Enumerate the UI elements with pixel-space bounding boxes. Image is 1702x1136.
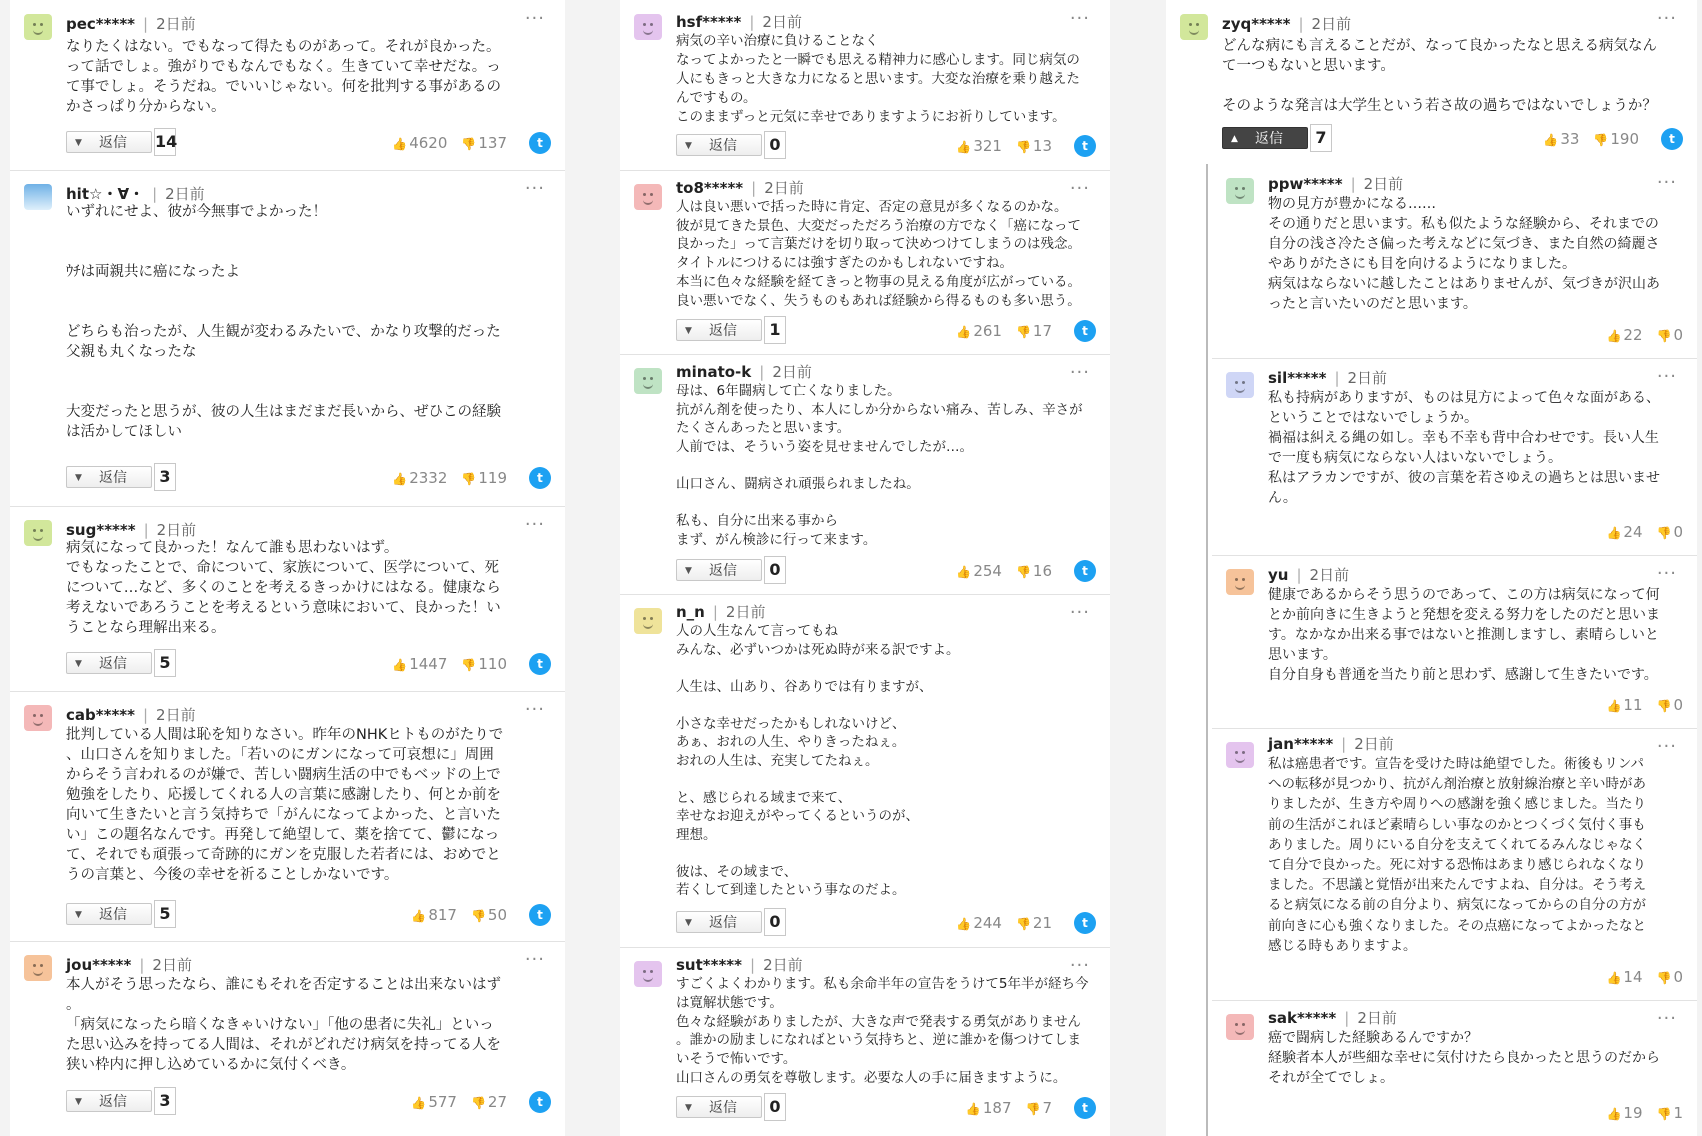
reply-count[interactable]: 0 <box>764 1093 786 1121</box>
comment-actions <box>1222 124 1683 154</box>
user-avatar[interactable] <box>24 520 52 546</box>
downvote-count: 0 <box>1673 968 1683 986</box>
more-options-icon[interactable]: ··· <box>1069 178 1090 199</box>
thumbs-up-icon[interactable]: 👍 <box>411 1096 427 1110</box>
thumbs-down-icon[interactable]: 👎 <box>470 1096 486 1110</box>
more-options-icon[interactable]: ··· <box>524 949 545 970</box>
thumbs-down-icon[interactable]: 👎 <box>1025 1102 1041 1116</box>
comment <box>620 354 1110 595</box>
thumbs-up-icon[interactable]: 👍 <box>1543 133 1559 147</box>
comment-text: 癌で闘病した経験あるんですか？ 経験者本人が些細な幸せに気付けたら良かったと思うのだから それが全てでしょ。 <box>1268 1030 1660 1086</box>
downvote-count: 110 <box>478 655 507 673</box>
reply-thread-line <box>1206 164 1208 1136</box>
twitter-share-icon[interactable]: t <box>529 653 551 675</box>
reply-count[interactable]: 0 <box>764 908 786 936</box>
comment-meta <box>676 955 803 975</box>
thumbs-up-icon[interactable]: 👍 <box>956 325 972 339</box>
comment-actions <box>1268 320 1683 350</box>
comment-text: いずれにせよ、彼が今無事でよかった！ ｳﾁは両親共に癌になったよ どちらも治ったが、人生観が変わるみたいで、かなり攻撃的だった 父親も丸くなったな 大変だったと思うが、彼の人生はまだまだ長いから、ぜひこの経験 は活かしてほしい <box>66 204 501 440</box>
separator: | <box>1341 735 1347 753</box>
username[interactable]: pec***** <box>66 15 136 33</box>
upvote-count: 22 <box>1623 326 1643 344</box>
thumbs-up-icon[interactable]: 👍 <box>392 472 408 486</box>
twitter-share-icon[interactable]: t <box>1661 128 1683 150</box>
upvote-count: 11 <box>1623 696 1643 714</box>
comment-actions <box>66 1087 551 1117</box>
comment-text: 人は良い悪いで括った時に肯定、否定の意見が多くなるのかな。 彼が見てきた景色、大変だっただろう治療の方でなく「癌になって 良かった」って言葉だけを切り取って決めつけてしまうのは残念。 タイトルにつけるには強すぎたのかもしれないですね。 本当に色々な経験を経てきっと物事の見える角度が広がっている。 良い悪いでなく、失うものもあれば経験から得るものも多い思う。 <box>676 199 1081 309</box>
comment-text: 病気になって良かった！なんて誰も思わないはず。 でもなったことで、命について、家族について、医学について、死 について…など、多くのことを考えるきっかけにはなる。健康なら 考えないであろうことを考えるという意味において、良かった！い うことなら理解出来る。 <box>66 540 501 636</box>
thumbs-down-icon[interactable]: 👎 <box>1593 133 1609 147</box>
vote-counts <box>392 469 507 487</box>
more-options-icon[interactable]: ··· <box>1656 172 1677 193</box>
user-avatar[interactable] <box>1226 1014 1254 1040</box>
more-options-icon[interactable]: ··· <box>1656 736 1677 757</box>
chevron-down-icon: ▼ <box>685 1103 692 1113</box>
upvote-count: 2332 <box>409 469 448 487</box>
timestamp: 2日前 <box>1363 175 1404 193</box>
downvote-count: 0 <box>1673 523 1683 541</box>
reply-count[interactable]: 1 <box>764 316 786 344</box>
reply-button[interactable] <box>66 1090 152 1112</box>
username[interactable]: ppw***** <box>1268 175 1343 193</box>
downvote-count: 13 <box>1032 137 1052 155</box>
more-options-icon[interactable]: ··· <box>524 178 545 199</box>
thumbs-down-icon[interactable]: 👎 <box>470 909 486 923</box>
reply-comment <box>1212 164 1697 359</box>
vote-counts <box>411 1093 507 1111</box>
comment-actions <box>1268 962 1683 992</box>
thumbs-up-icon[interactable]: 👍 <box>956 917 972 931</box>
comment-actions <box>66 128 551 158</box>
user-avatar[interactable] <box>1226 742 1254 768</box>
twitter-share-icon[interactable]: t <box>1074 1097 1096 1119</box>
username[interactable]: sut***** <box>676 956 742 974</box>
username[interactable]: n_n <box>676 603 705 621</box>
comment-column-1 <box>10 0 565 1136</box>
chevron-down-icon: ▼ <box>685 566 692 576</box>
downvote-count: 0 <box>1673 696 1683 714</box>
more-options-icon[interactable]: ··· <box>1656 563 1677 584</box>
comment-text: 健康であるからそう思うのであって、この方は病気になって何 とか前向きに生きようと発想を変える努力をしたのだと思いま す。なかなか出来る事ではないと推測しますし、素晴らしいと 思います。 自分自身も普通を当たり前と思わず、感謝して生きたいです。 <box>1268 587 1660 683</box>
thumbs-up-icon[interactable]: 👍 <box>1606 329 1622 343</box>
comment <box>620 0 1110 171</box>
comment-meta <box>66 705 196 725</box>
upvote-count: 261 <box>973 322 1002 340</box>
upvote-count: 14 <box>1623 968 1643 986</box>
comment-actions <box>1268 690 1683 720</box>
comment-meta <box>1268 368 1387 388</box>
thumbs-up-icon[interactable]: 👍 <box>956 565 972 579</box>
chevron-down-icon: ▼ <box>75 659 82 669</box>
comment <box>620 947 1110 1136</box>
user-avatar[interactable] <box>1180 14 1208 40</box>
reply-button[interactable] <box>676 559 762 581</box>
comment-meta <box>676 178 804 198</box>
reply-label: 返信 <box>1255 131 1283 147</box>
upvote-count: 24 <box>1623 523 1643 541</box>
username[interactable]: hit☆・∀・ <box>66 185 145 203</box>
reply-label: 返信 <box>709 915 737 931</box>
username[interactable]: jou***** <box>66 956 132 974</box>
thumbs-up-icon[interactable]: 👍 <box>411 909 427 923</box>
thumbs-down-icon[interactable]: 👎 <box>1015 140 1031 154</box>
separator: | <box>143 521 149 539</box>
thumbs-up-icon[interactable]: 👍 <box>1606 971 1622 985</box>
comment-meta <box>66 14 196 34</box>
chevron-down-icon: ▼ <box>685 918 692 928</box>
thumbs-up-icon[interactable]: 👍 <box>392 658 408 672</box>
twitter-share-icon[interactable]: t <box>1074 135 1096 157</box>
more-options-icon[interactable]: ··· <box>1069 362 1090 383</box>
comment-meta <box>1268 174 1403 194</box>
user-avatar[interactable] <box>1226 372 1254 398</box>
chevron-down-icon: ▼ <box>75 1097 82 1107</box>
reply-button[interactable] <box>66 903 152 925</box>
more-options-icon[interactable]: ··· <box>1656 366 1677 387</box>
downvote-count: 16 <box>1032 562 1052 580</box>
comment <box>10 0 565 171</box>
separator: | <box>143 15 149 33</box>
timestamp: 2日前 <box>1309 566 1350 584</box>
user-avatar[interactable] <box>24 14 52 40</box>
vote-counts <box>966 1099 1052 1117</box>
reply-count[interactable]: 5 <box>154 900 176 928</box>
separator: | <box>1298 15 1304 33</box>
reply-label: 返信 <box>99 1094 127 1110</box>
more-options-icon[interactable]: ··· <box>1069 602 1090 623</box>
user-avatar[interactable] <box>1226 178 1254 204</box>
comment-meta <box>676 362 812 382</box>
comment-actions <box>66 900 551 930</box>
username[interactable]: to8***** <box>676 179 744 197</box>
comment-text: どんな病にも言えることだが、なって良かったなと思える病気なん て一つもないと思います。 そのような発言は大学生という若さ故の過ちではないでしょうか？ <box>1222 38 1657 114</box>
timestamp: 2日前 <box>156 521 197 539</box>
separator: | <box>152 185 158 203</box>
timestamp: 2日前 <box>156 706 196 724</box>
chevron-down-icon: ▼ <box>75 138 82 148</box>
thumbs-up-icon[interactable]: 👍 <box>392 137 408 151</box>
comment <box>10 170 565 507</box>
reply-button[interactable] <box>676 911 762 933</box>
comment-column-2 <box>620 0 1110 1136</box>
vote-counts <box>1606 326 1683 344</box>
comment-text: すごくよくわかります。私も余命半年の宣告をうけて5年半が経ち今 は寛解状態です。 色々な経験がありましたが、大きな声で発表する勇気がありません 。誰かの励ましになればという気持ちと、逆に誰かを傷つけてしま いそうで怖いです。 山口さんの勇気を尊敬します。必要な人の手に届きますように。 <box>676 976 1089 1086</box>
chevron-down-icon: ▼ <box>685 141 692 151</box>
downvote-count: 1 <box>1673 1104 1683 1122</box>
upvote-count: 33 <box>1560 130 1580 148</box>
reply-label: 返信 <box>99 907 127 923</box>
vote-counts <box>956 322 1052 340</box>
comment-meta <box>66 184 205 204</box>
reply-comment <box>1212 1000 1697 1136</box>
twitter-share-icon[interactable]: t <box>529 904 551 926</box>
thumbs-down-icon[interactable]: 👎 <box>1015 325 1031 339</box>
timestamp: 2日前 <box>1357 1009 1397 1027</box>
comment-meta <box>676 602 765 622</box>
separator: | <box>139 956 145 974</box>
reply-comment <box>1212 728 1697 1001</box>
reply-count[interactable]: 3 <box>154 463 176 491</box>
comment-column-3 <box>1166 0 1697 1136</box>
separator: | <box>750 956 756 974</box>
reply-button[interactable] <box>66 652 152 674</box>
reply-label: 返信 <box>709 1100 737 1116</box>
comment-actions <box>66 649 551 679</box>
separator: | <box>1334 369 1340 387</box>
vote-counts <box>392 655 507 673</box>
thumbs-up-icon[interactable]: 👍 <box>956 140 972 154</box>
vote-counts <box>956 562 1052 580</box>
upvote-count: 1447 <box>409 655 448 673</box>
comment-actions <box>1268 517 1683 547</box>
separator: | <box>142 706 149 724</box>
chevron-down-icon: ▼ <box>685 326 692 336</box>
thumbs-up-icon[interactable]: 👍 <box>1606 699 1622 713</box>
twitter-share-icon[interactable]: t <box>529 467 551 489</box>
reply-count[interactable]: 3 <box>154 1087 176 1115</box>
upvote-count: 4620 <box>409 134 448 152</box>
separator: | <box>751 179 757 197</box>
comment-text: 私は癌患者です。宣告を受けた時は絶望でした。術後もリンパ への転移が見つかり、抗がん剤治療と放射線治療と辛い時があ りましたが、生き方や周りへの感謝を強く感じました。当たり 前の生活がこれほど素晴らしい事なのかとつくづく気付く事も ありました。周りにいる自分を支えてくれてるみんなじゃなく て自分で良かった。死に対する恐怖はあまり感じられなくなり ました。不思議と覚悟が出来たんですよね、自分は。そう考え ると病気になる前の自分より、病気になってからの自分の方が 前向きに心も強くなりました。その点癌になってよかったなと 感じる時もありますよ。 <box>1268 756 1646 954</box>
comment-meta <box>66 955 192 975</box>
downvote-count: 50 <box>487 906 507 924</box>
username[interactable]: sak***** <box>1268 1009 1337 1027</box>
twitter-share-icon[interactable]: t <box>1074 320 1096 342</box>
vote-counts <box>392 134 507 152</box>
comment <box>10 691 565 942</box>
thumbs-down-icon[interactable]: 👎 <box>1656 329 1672 343</box>
downvote-count: 0 <box>1673 326 1683 344</box>
username[interactable]: minato-k <box>676 363 752 381</box>
vote-counts <box>1606 523 1683 541</box>
comment-actions <box>66 463 551 493</box>
reply-label: 返信 <box>709 563 737 579</box>
separator: | <box>1350 175 1356 193</box>
downvote-count: 27 <box>487 1093 507 1111</box>
vote-counts <box>1543 130 1639 148</box>
reply-label: 返信 <box>99 470 127 486</box>
comment-meta <box>1268 734 1394 754</box>
more-options-icon[interactable]: ··· <box>524 699 545 720</box>
separator: | <box>712 603 718 621</box>
timestamp: 2日前 <box>763 956 803 974</box>
reply-count[interactable]: 14 <box>154 128 176 156</box>
comment-actions <box>676 316 1096 346</box>
timestamp: 2日前 <box>1311 15 1352 33</box>
timestamp: 2日前 <box>772 363 812 381</box>
user-avatar[interactable] <box>634 14 662 40</box>
reply-button[interactable] <box>66 131 152 153</box>
more-options-icon[interactable]: ··· <box>524 8 545 29</box>
reply-count[interactable]: 7 <box>1310 124 1332 152</box>
thumbs-up-icon[interactable]: 👍 <box>1606 1107 1622 1121</box>
comment-actions <box>676 908 1096 938</box>
user-avatar[interactable] <box>24 184 52 210</box>
vote-counts <box>1606 1104 1683 1122</box>
comment-text: 物の見方が豊かになる…… その通りだと思います。私も似たような経験から、それまでの 自分の浅さ冷たさ偏った考えなどに気づき、また自然の綺麗さ やありがたさにも目を向けるようになりました。 病気はならないに越したことはありませんが、気づきが沢山あ ったと言いたいのだと思います。 <box>1268 196 1660 312</box>
upvote-count: 321 <box>973 137 1002 155</box>
reply-label: 返信 <box>99 656 127 672</box>
reply-label: 返信 <box>99 135 127 151</box>
thumbs-down-icon[interactable]: 👎 <box>1015 565 1031 579</box>
reply-button[interactable] <box>676 134 762 156</box>
thumbs-up-icon[interactable]: 👍 <box>1606 526 1622 540</box>
comment <box>620 170 1110 355</box>
user-avatar[interactable] <box>634 961 662 987</box>
separator: | <box>1296 566 1302 584</box>
upvote-count: 817 <box>428 906 457 924</box>
reply-button[interactable] <box>66 466 152 488</box>
username[interactable]: cab***** <box>66 706 135 724</box>
comment <box>10 941 565 1136</box>
twitter-share-icon[interactable]: t <box>529 1091 551 1113</box>
comment <box>620 594 1110 948</box>
chevron-down-icon: ▼ <box>75 910 82 920</box>
reply-count[interactable]: 0 <box>764 556 786 584</box>
separator: | <box>759 363 765 381</box>
upvote-count: 187 <box>982 1099 1012 1117</box>
reply-label: 返信 <box>709 323 737 339</box>
thumbs-down-icon[interactable]: 👎 <box>1656 971 1672 985</box>
reply-count[interactable]: 0 <box>764 131 786 159</box>
reply-comment <box>1212 358 1697 556</box>
vote-counts <box>1606 696 1683 714</box>
thumbs-down-icon[interactable]: 👎 <box>1656 699 1672 713</box>
username[interactable]: zyq***** <box>1222 15 1291 33</box>
downvote-count: 21 <box>1032 914 1052 932</box>
timestamp: 2日前 <box>764 179 804 197</box>
comment-meta <box>66 520 196 540</box>
twitter-share-icon[interactable]: t <box>1074 560 1096 582</box>
comment-text: 病気の辛い治療に負けることなく なってよかったと一瞬でも思える精神力に感心します。同じ病気の 人にもきっと大きな力になると思います。大変な治療を乗り越えた んですもの。 このままずっと元気に幸せでありますようにお祈りしています。 <box>676 33 1080 125</box>
upvote-count: 577 <box>428 1093 457 1111</box>
twitter-share-icon[interactable]: t <box>529 132 551 154</box>
comment-meta <box>1268 565 1349 585</box>
timestamp: 2日前 <box>165 185 205 203</box>
comment-meta <box>1268 1008 1397 1028</box>
separator: | <box>749 13 755 31</box>
upvote-count: 244 <box>973 914 1002 932</box>
user-avatar[interactable] <box>1226 569 1254 595</box>
user-avatar[interactable] <box>24 955 52 981</box>
thumbs-down-icon[interactable]: 👎 <box>461 658 477 672</box>
downvote-count: 190 <box>1610 130 1639 148</box>
vote-counts <box>1606 968 1683 986</box>
timestamp: 2日前 <box>1354 735 1394 753</box>
timestamp: 2日前 <box>152 956 192 974</box>
timestamp: 2日前 <box>156 15 196 33</box>
user-avatar[interactable] <box>24 705 52 731</box>
comment-text: 批判している人間は恥を知りなさい。昨年のNHKヒトものがたりで 、山口さんを知りました。「若いのにガンになって可哀想に」周囲 からそう言われるのが嫌で、苦しい闘病生活の中でもベッドの上で 勉強をしたり、応援してくれる人の言葉に感謝したり、何とか前を 向いて生きたいと言う気持ちで「がんになってよかった、と言いた い」この題名なんです。再発して絶望して、薬を捨てて、鬱になっ て、それでも頑張って奇跡的にガンを克服した若者には、おめでと うの言葉と、今後の幸せを祈ることしかないです。 <box>66 727 504 883</box>
comment-actions <box>676 1093 1096 1123</box>
reply-button[interactable] <box>676 1096 762 1118</box>
username[interactable]: jan***** <box>1268 735 1334 753</box>
more-options-icon[interactable]: ··· <box>524 514 545 535</box>
username[interactable]: yu <box>1268 566 1289 584</box>
reply-comment <box>1212 555 1697 729</box>
comment-text: 本人がそう思ったなら、誰にもそれを否定することは出来ないはず 。 「病気になったら暗くなきゃいけない」「他の患者に失礼」といっ た思い込みを持ってる人間は、それがどれだけ病気を持ってる人を 狭い枠内に押し込めているかに気付くべき。 <box>66 977 501 1073</box>
timestamp: 2日前 <box>762 13 802 31</box>
timestamp: 2日前 <box>725 603 766 621</box>
comment <box>10 506 565 692</box>
timestamp: 2日前 <box>1347 369 1388 387</box>
vote-counts <box>411 906 507 924</box>
comment-meta <box>676 12 802 32</box>
thumbs-down-icon[interactable]: 👎 <box>1656 1107 1672 1121</box>
comment <box>1166 0 1697 164</box>
username[interactable]: sil***** <box>1268 369 1327 387</box>
user-avatar[interactable] <box>634 608 662 634</box>
downvote-count: 119 <box>478 469 507 487</box>
vote-counts <box>956 914 1052 932</box>
more-options-icon[interactable]: ··· <box>1656 8 1677 29</box>
thumbs-down-icon[interactable]: 👎 <box>1015 917 1031 931</box>
reply-button[interactable] <box>1222 127 1308 149</box>
user-avatar[interactable] <box>634 184 662 210</box>
username[interactable]: sug***** <box>66 521 136 539</box>
chevron-up-icon: ▲ <box>1231 134 1238 144</box>
thumbs-down-icon[interactable]: 👎 <box>1656 526 1672 540</box>
downvote-count: 137 <box>478 134 507 152</box>
twitter-share-icon[interactable]: t <box>1074 912 1096 934</box>
more-options-icon[interactable]: ··· <box>1069 955 1090 976</box>
reply-count[interactable]: 5 <box>154 649 176 677</box>
upvote-count: 254 <box>973 562 1002 580</box>
separator: | <box>1344 1009 1350 1027</box>
comment-actions <box>1268 1098 1683 1128</box>
comment-text: 母は、6年闘病して亡くなりました。 抗がん剤を使ったり、本人にしか分からない痛み、苦しみ、辛さが たくさんあったと思います。 人前では、そういう姿を見せませんでしたが…。 山口さん、闘病され頑張られましたね。 私も、自分に出来る事から まず、がん検診に行って来ます。 <box>676 383 1083 548</box>
comment-meta <box>1222 14 1351 34</box>
downvote-count: 7 <box>1042 1099 1052 1117</box>
more-options-icon[interactable]: ··· <box>1069 8 1090 29</box>
thumbs-down-icon[interactable]: 👎 <box>461 137 477 151</box>
comment-actions <box>676 556 1096 586</box>
more-options-icon[interactable]: ··· <box>1656 1008 1677 1029</box>
chevron-down-icon: ▼ <box>75 473 82 483</box>
reply-label: 返信 <box>709 138 737 154</box>
reply-button[interactable] <box>676 319 762 341</box>
username[interactable]: hsf***** <box>676 13 742 31</box>
comment-text: なりたくはない。でもなって得たものがあって。それが良かった。 って話でしょ。強がりでもなんでもなく。生きていて幸せだな。っ て事でしょ。そうだね。でいいじゃない。何を批判する事があるの かさっぱり分からない。 <box>66 39 501 115</box>
thumbs-down-icon[interactable]: 👎 <box>461 472 477 486</box>
comment-text: 私も持病がありますが、ものは見方によって色々な面がある、 ということではないでしょうか。 禍福は糾える縄の如し。幸も不幸も背中合わせです。長い人生 で一度も病気にならない人はいないでしょう。 私はアラカンですが、彼の言葉を若さゆえの過ちとは思いませ ん。 <box>1268 390 1660 506</box>
user-avatar[interactable] <box>634 368 662 394</box>
upvote-count: 19 <box>1623 1104 1643 1122</box>
comment-actions <box>676 131 1096 161</box>
thumbs-up-icon[interactable]: 👍 <box>965 1102 981 1116</box>
comment-text: 人の人生なんて言ってもね みんな、必ずいつかは死ぬ時が来る訳ですよ。 人生は、山あり、谷ありでは有りますが、 小さな幸せだったかもしれないけど、 あぁ、おれの人生、やりきったねぇ。 おれの人生は、充実してたねぇ。 と、感じられる域まで来て、 幸せなお迎えがやってくるというのが、 理想。 彼は、その域まで、 若くして到達したという事なのだよ。 <box>676 623 960 898</box>
vote-counts <box>956 137 1052 155</box>
downvote-count: 17 <box>1032 322 1052 340</box>
